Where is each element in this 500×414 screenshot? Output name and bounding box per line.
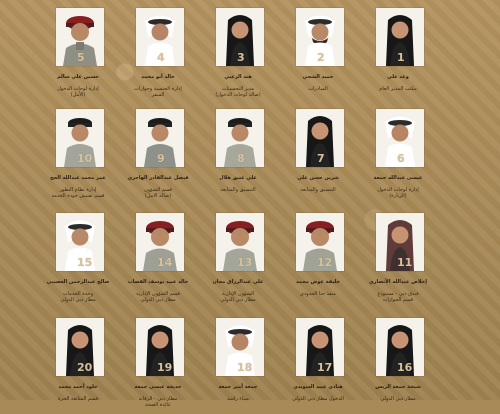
avatar xyxy=(296,213,344,271)
person-name: هند الزعبي xyxy=(224,74,252,80)
person-name: خالد عبيد يوسف القصاب xyxy=(127,279,189,285)
card-number: 16 xyxy=(397,361,413,374)
card-caption xyxy=(198,68,278,104)
card-number: 13 xyxy=(237,256,253,269)
person-role: المبادرات xyxy=(308,86,328,92)
card-caption xyxy=(38,273,118,309)
staff-card xyxy=(38,109,118,205)
card-number: 1 xyxy=(397,51,405,64)
card-caption xyxy=(358,378,438,408)
staff-card xyxy=(38,213,118,309)
person-role: الدخول مطار دبي الدولي xyxy=(292,396,344,402)
person-name: شيخة جمعة الريس xyxy=(375,384,421,390)
person-name: حميد الشحي xyxy=(302,74,334,80)
person-name: عيسى عبدالله جمعة xyxy=(373,175,423,181)
staff-card xyxy=(278,8,358,104)
avatar xyxy=(216,8,264,66)
staff-card xyxy=(198,8,278,104)
person-role: مدير التحسينات (صالة لوحات الدخول) xyxy=(215,86,261,98)
card-caption xyxy=(198,273,278,309)
card-number: 19 xyxy=(157,361,173,374)
card-caption xyxy=(278,68,358,98)
card-number: 4 xyxy=(157,51,165,64)
person-role: إدارة لوحات الدخول (الزيارة) xyxy=(377,187,419,199)
avatar xyxy=(136,318,184,376)
avatar xyxy=(216,318,264,376)
avatar xyxy=(56,213,104,271)
card-caption xyxy=(278,273,358,303)
avatar xyxy=(136,109,184,167)
avatar xyxy=(376,213,424,271)
staff-card xyxy=(278,109,358,205)
person-name: فيصل عبدالقادر الهاجري xyxy=(127,175,189,181)
person-role: إدارة الجنسية وجوازات السفر xyxy=(134,86,182,98)
avatar xyxy=(296,8,344,66)
person-name: صالح عبدالرحمن العصيبي xyxy=(46,279,110,285)
card-number: 17 xyxy=(317,361,333,374)
person-name: جمعة أمير جمعة xyxy=(218,384,258,390)
card-caption xyxy=(118,169,198,205)
card-caption xyxy=(118,68,198,104)
avatar xyxy=(216,213,264,271)
avatar xyxy=(376,109,424,167)
card-number: 18 xyxy=(237,361,253,374)
person-role: الشؤون الإدارية مطار دبي الدولي xyxy=(220,291,256,303)
staff-card xyxy=(358,8,438,104)
person-role: وحدة الخدمات مطار دبي الدولي xyxy=(60,291,96,303)
card-caption xyxy=(198,169,278,199)
card-caption xyxy=(278,378,358,408)
card-number: 10 xyxy=(77,152,93,165)
avatar xyxy=(296,318,344,376)
person-name: إخلاص عبدالله الأنصاري xyxy=(369,279,427,285)
person-name: هنادي عبيد السويدي xyxy=(293,384,343,390)
card-number: 5 xyxy=(77,51,85,64)
staff-card xyxy=(198,109,278,205)
person-role: فندق دبي - مستودع قسم الجوازات xyxy=(377,291,419,303)
card-number: 3 xyxy=(237,51,245,64)
card-number: 12 xyxy=(317,256,333,269)
card-number: 7 xyxy=(317,152,325,165)
staff-card xyxy=(118,109,198,205)
person-name: شرين حسن علي xyxy=(297,175,339,181)
card-number: 9 xyxy=(157,152,165,165)
card-caption xyxy=(278,169,358,199)
person-role: إدارة لوحات الدخول (الأمل) xyxy=(57,86,99,98)
avatar xyxy=(296,109,344,167)
person-name: حسين علي سالم xyxy=(57,74,99,80)
person-name: عمر محمد عبدالله الحج xyxy=(50,175,106,181)
person-role: مكتب المدير العام xyxy=(379,86,417,92)
avatar xyxy=(136,213,184,271)
card-caption xyxy=(358,273,438,309)
person-name: علي عبدالرزاق مجان xyxy=(212,279,264,285)
staff-card xyxy=(38,8,118,104)
avatar xyxy=(56,318,104,376)
staff-card xyxy=(278,213,358,309)
person-name: خالد أبو محمد xyxy=(141,74,175,80)
card-caption xyxy=(358,68,438,98)
avatar xyxy=(216,109,264,167)
staff-card xyxy=(358,213,438,309)
staff-card xyxy=(358,109,438,205)
avatar xyxy=(56,8,104,66)
person-role: قسم الشؤون (صالة الامل) xyxy=(144,187,172,199)
card-caption xyxy=(118,273,198,309)
card-number: 2 xyxy=(317,51,325,64)
person-role: إدارة نظام التطور قسم تفتيش جودة الخدمة xyxy=(51,187,105,199)
avatar xyxy=(56,109,104,167)
person-name: خديجة عيسى جمعة xyxy=(134,384,182,390)
person-name: وعد علي xyxy=(387,74,409,80)
staff-card xyxy=(118,213,198,309)
card-caption xyxy=(358,169,438,205)
person-role: منفذ حتا الحدودي xyxy=(300,291,336,297)
staff-card xyxy=(118,8,198,104)
person-role: التنسيق والمتابعة xyxy=(300,187,336,193)
card-number: 6 xyxy=(397,152,405,165)
staff-card xyxy=(198,213,278,309)
card-caption xyxy=(198,378,278,408)
avatar xyxy=(376,8,424,66)
person-name: خلود أحمد محمد xyxy=(58,384,98,390)
person-role: ميناء راشد xyxy=(227,396,249,402)
card-caption xyxy=(38,169,118,205)
person-role: قسم الشؤون الإدارية مطار دبي الدولي xyxy=(136,291,180,303)
person-role: التنسيق والمتابعة xyxy=(220,187,256,193)
person-role: قسم المتابعة الحرة xyxy=(57,396,99,402)
card-number: 14 xyxy=(157,256,173,269)
person-name: خليفة عوض محمد xyxy=(295,279,340,285)
card-caption xyxy=(38,378,118,408)
card-number: 20 xyxy=(77,361,93,374)
avatar xyxy=(136,8,184,66)
person-role: مطار دبي الدولي xyxy=(380,396,416,402)
card-number: 11 xyxy=(397,256,413,269)
card-caption xyxy=(118,378,198,414)
card-number: 15 xyxy=(77,256,93,269)
person-role: مطار دبي - الرقابة عائدة الصحة xyxy=(138,396,178,408)
card-caption xyxy=(38,68,118,104)
avatar xyxy=(376,318,424,376)
card-number: 8 xyxy=(237,152,245,165)
person-name: علي عتيق هلال xyxy=(219,175,257,181)
